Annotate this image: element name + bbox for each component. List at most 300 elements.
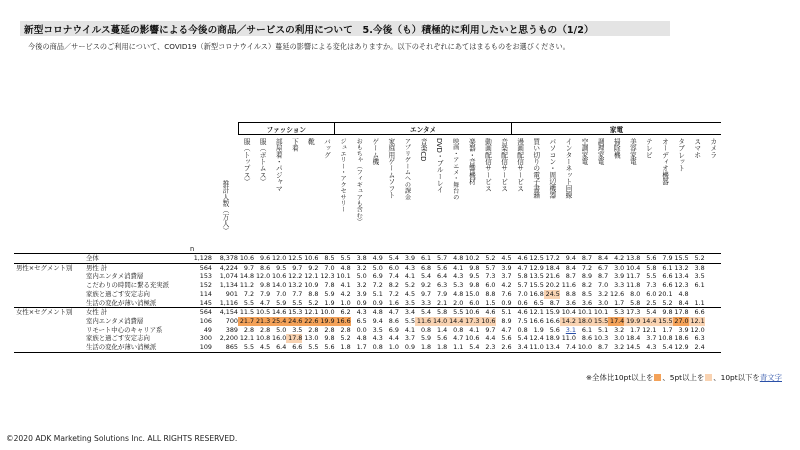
value-cell: 8.6 [581, 334, 593, 343]
value-cell: 12.3 [674, 281, 689, 290]
value-cell: 10.4 [561, 308, 576, 317]
value-cell: 13.4 [545, 343, 560, 352]
value-cell: 4.6 [512, 308, 528, 317]
value-cell: 8.8 [308, 289, 319, 298]
value-cell: 10.6 [465, 308, 480, 317]
value-cell: 8.6 [388, 316, 399, 325]
value-cell: 17.8 [674, 308, 689, 317]
value-cell: 11.7 [626, 272, 641, 281]
value-cell: 18.0 [577, 316, 593, 325]
column-header-label: アプリゲームへの課金 [403, 138, 411, 200]
header-spacer [14, 123, 238, 135]
value-cell: 2.1 [437, 298, 448, 307]
orange-swatch-icon [654, 374, 661, 381]
value-cell [705, 334, 721, 343]
value-cell: 5.8 [640, 263, 656, 272]
value-cell: 12.0 [255, 272, 271, 281]
value-cell [705, 299, 721, 308]
column-header-label: 家庭用ゲームソフト [386, 138, 395, 199]
question-text: 今後の商品／サービスのご利用について、COVID19（新型コロナウイルス）蔓延の影響による変化はありますか。以下のそれぞれにあてはまるものをお選びください。 [28, 42, 570, 51]
value-cell: 0.8 [420, 325, 432, 334]
row-label: 家族と過ごす安定志向 [86, 334, 150, 343]
value-cell: 18.6 [674, 334, 689, 343]
value-cell: 10.5 [255, 308, 271, 317]
value-cell: 5.5 [646, 272, 657, 281]
value-cell: 7.0 [318, 263, 334, 272]
value-cell: 7.3 [646, 281, 657, 290]
value-cell: 6.0 [383, 263, 399, 272]
column-header-label: 下着 [290, 138, 299, 152]
column-header-label: 服（トップス） [242, 138, 251, 185]
column-header [383, 135, 399, 254]
value-cell: 12.1 [690, 316, 705, 325]
copyright: ©2020 ADK Marketing Solutions Inc. ALL RIGHTS RESERVED. [6, 434, 238, 443]
value-cell: 3.9 [614, 272, 625, 281]
value-cell [689, 290, 705, 299]
value-cell: 1.8 [335, 343, 351, 352]
value-cell: 6.1 [581, 325, 593, 334]
column-header-label: カメラ [708, 138, 717, 159]
n-cell: 152 [199, 281, 212, 290]
value-cell: 4.4 [485, 334, 496, 343]
value-cell: 12.6 [610, 289, 625, 298]
row-label: 生活の変化が薄い消極派 [86, 298, 157, 307]
value-cell: 8.7 [576, 254, 592, 264]
column-header [608, 135, 624, 254]
column-header-label: DVD・ブルーレイ [435, 138, 444, 193]
value-cell: 5.0 [367, 263, 383, 272]
value-cell: 3.2 [608, 343, 624, 352]
value-cell: 9.4 [560, 254, 576, 264]
value-cell: 5.8 [431, 308, 447, 317]
value-cell: 5.5 [302, 343, 318, 352]
value-cell: 1.9 [324, 298, 335, 307]
value-cell: 6.5 [533, 298, 544, 307]
legend-after: 、10pt以下を [713, 373, 760, 382]
value-cell: 3.6 [581, 298, 593, 307]
value-cell: 4.5 [254, 343, 270, 352]
value-cell: 2.3 [479, 343, 495, 352]
value-cell: 1.0 [340, 298, 351, 307]
value-cell: 12.0 [272, 254, 287, 262]
value-cell: 5.4 [656, 343, 672, 352]
value-cell: 7.9 [437, 289, 448, 298]
population-cell: 8,378 [212, 254, 238, 264]
column-header-label: インターネット回線 [563, 138, 572, 199]
value-cell: 7.9 [656, 254, 672, 264]
value-cell: 5.6 [640, 254, 656, 264]
value-cell: 3.2 [597, 289, 609, 298]
column-header [351, 135, 367, 254]
value-cell: 14.8 [239, 272, 255, 281]
value-cell: 10.0 [320, 308, 335, 317]
value-cell: 3.2 [614, 325, 625, 334]
table-row [14, 290, 721, 299]
value-cell: 16.6 [545, 316, 560, 325]
value-cell: 20.1 [658, 289, 673, 298]
population-header [212, 135, 238, 254]
value-cell: 4.3 [640, 343, 656, 352]
value-cell: 14.0 [432, 316, 448, 325]
column-header-label: タブレット [676, 138, 685, 172]
value-cell: 5.5 [243, 298, 255, 307]
value-cell: 4.6 [479, 308, 495, 317]
value-cell: 1.0 [383, 343, 399, 352]
value-cell: 5.2 [340, 334, 351, 343]
table-row [14, 263, 721, 272]
value-cell: 12.2 [288, 272, 303, 281]
value-cell: 10.9 [304, 281, 319, 290]
row-label: 家族と過ごす安定志向 [86, 289, 150, 298]
value-cell: 1.6 [388, 298, 399, 307]
value-cell: 2.8 [260, 325, 271, 334]
value-cell: 5.7 [479, 263, 495, 272]
value-cell: 7.0 [597, 281, 609, 290]
value-cell: 7.2 [372, 281, 383, 290]
value-cell: 17.2 [545, 254, 560, 262]
value-cell: 6.0 [469, 298, 480, 307]
value-cell: 1.7 [630, 325, 641, 334]
value-cell [705, 308, 721, 317]
column-header [673, 135, 689, 254]
value-cell: 22.6 [304, 316, 319, 325]
value-cell: 4.2 [501, 281, 512, 290]
row-label: リモート中心のキャリア系 [86, 325, 163, 334]
population-cell: 1,134 [219, 281, 238, 290]
population-header-label: 推計人数（万人） [221, 179, 229, 234]
value-cell: 1.5 [485, 298, 496, 307]
row-label: 生活の変化が薄い消極派 [84, 343, 190, 352]
column-header-label: 映画・アニメ・舞台の [451, 138, 459, 200]
row-label: 室内エンタメ消費層 [86, 316, 144, 325]
value-cell: 8.5 [581, 289, 593, 298]
value-cell: 5.3 [453, 281, 464, 290]
legend [586, 372, 782, 383]
value-cell: 19.9 [320, 316, 335, 325]
population-cell: 2,200 [219, 334, 238, 343]
value-cell [705, 290, 721, 299]
value-cell: 6.4 [270, 343, 286, 352]
value-cell: 5.5 [404, 316, 416, 325]
value-cell: 6.6 [662, 272, 673, 281]
column-header [431, 135, 447, 254]
value-cell: 0.8 [367, 343, 383, 352]
value-cell: 14.0 [272, 281, 287, 290]
value-cell: 11.8 [626, 281, 641, 290]
n-cell: 564 [190, 308, 212, 317]
table-row [14, 343, 721, 352]
value-cell: 5.2 [404, 281, 416, 290]
value-cell: 13.0 [304, 334, 319, 343]
column-header [479, 135, 495, 254]
value-cell: 3.6 [565, 298, 576, 307]
value-cell: 14.4 [449, 316, 464, 325]
segment-label [14, 290, 84, 299]
segment-label [14, 272, 84, 281]
legend-mid: 、5pt以上を [662, 373, 705, 382]
value-cell: 10.8 [658, 334, 673, 343]
value-cell: 7.6 [501, 289, 512, 298]
value-cell: 2.8 [308, 325, 319, 334]
value-cell: 3.0 [614, 334, 625, 343]
value-cell: 10.1 [336, 272, 351, 281]
column-header [367, 135, 383, 254]
value-cell: 8.7 [565, 272, 576, 281]
n-cell: 114 [199, 289, 212, 298]
value-cell: 1.8 [415, 343, 431, 352]
value-cell [705, 281, 721, 290]
header-spacer [84, 135, 190, 254]
value-cell: 6.7 [592, 263, 608, 272]
value-cell: 8.9 [501, 316, 512, 325]
value-cell: 12.1 [642, 325, 657, 334]
value-cell: 20.2 [545, 281, 560, 290]
value-cell: 9.7 [238, 263, 254, 272]
value-cell: 4.3 [372, 334, 383, 343]
value-cell: 7.2 [576, 263, 592, 272]
population-cell: 389 [225, 325, 238, 334]
column-header [399, 135, 415, 254]
value-cell: 9.7 [286, 263, 302, 272]
value-cell: 4.8 [447, 254, 463, 264]
segment-label [14, 334, 84, 343]
value-cell: 5.7 [431, 254, 447, 264]
value-cell: 6.9 [388, 325, 399, 334]
value-cell: 5.6 [318, 343, 334, 352]
value-cell: 5.1 [496, 308, 512, 317]
value-cell: 16.6 [529, 316, 544, 325]
value-cell: 5.6 [549, 325, 560, 334]
population-cell: 1,116 [219, 298, 238, 307]
value-cell: 2.0 [453, 298, 464, 307]
column-header [656, 135, 672, 254]
value-cell: 5.4 [517, 334, 528, 343]
value-cell: 3.9 [356, 289, 367, 298]
value-cell: 12.9 [674, 343, 689, 352]
n-header: n [190, 245, 195, 253]
value-cell: 1.4 [437, 325, 448, 334]
value-cell: 5.8 [517, 272, 528, 281]
value-cell: 3.4 [399, 308, 415, 317]
value-cell: 12.5 [529, 254, 544, 262]
column-header [528, 135, 544, 254]
value-cell: 7.5 [517, 316, 528, 325]
value-cell: 2.4 [689, 343, 705, 352]
value-cell: 8.7 [549, 298, 560, 307]
value-cell: 27.0 [674, 316, 689, 325]
column-header-label: 服（ボトムス） [258, 138, 267, 185]
population-cell: 4,154 [212, 308, 238, 317]
value-cell: 0.9 [399, 343, 415, 352]
column-header-label: 音楽配信サービス [499, 138, 508, 192]
value-cell: 5.4 [383, 254, 399, 264]
value-cell: 11.6 [561, 281, 576, 290]
value-cell: 18.4 [626, 334, 641, 343]
column-header [640, 135, 656, 254]
value-cell: 15.5 [658, 316, 673, 325]
value-cell: 3.5 [292, 325, 303, 334]
value-cell: 0.8 [517, 325, 528, 334]
value-cell: 1.9 [533, 325, 544, 334]
column-header [496, 135, 512, 254]
value-cell: 8.6 [254, 263, 270, 272]
value-cell: 8.7 [597, 272, 609, 281]
value-cell: 4.7 [512, 263, 528, 272]
value-cell: 9.2 [420, 281, 432, 290]
value-cell: 0.9 [501, 298, 512, 307]
value-cell: 2.6 [496, 343, 512, 352]
value-cell: 15.0 [465, 289, 480, 298]
value-cell: 4.1 [404, 325, 416, 334]
group-header: エンタメ [335, 123, 512, 135]
value-cell: 4.5 [404, 289, 416, 298]
value-cell: 6.1 [694, 281, 705, 290]
value-cell: 24.6 [288, 316, 303, 325]
value-cell: 8.9 [581, 272, 593, 281]
population-cell: 1,074 [219, 272, 238, 281]
table-row [14, 281, 721, 290]
value-cell: 6.6 [286, 343, 302, 352]
value-cell: 5.6 [437, 334, 448, 343]
column-header [705, 135, 721, 254]
value-cell: 3.9 [678, 325, 689, 334]
value-cell: 4.8 [678, 289, 689, 298]
value-cell: 5.1 [597, 325, 609, 334]
column-header [335, 135, 351, 254]
row-label: 男性 計 [84, 263, 190, 272]
value-cell: 10.4 [626, 263, 641, 272]
value-cell: 3.9 [399, 254, 415, 264]
value-cell: 9.5 [469, 272, 480, 281]
value-cell: 12.3 [320, 272, 335, 281]
value-cell: 7.2 [388, 289, 399, 298]
value-cell: 12.1 [239, 334, 255, 343]
value-cell: 12.5 [288, 254, 303, 262]
value-cell: 1.1 [447, 343, 463, 352]
value-cell: 5.5 [447, 308, 463, 317]
row-label: こだわりの時間に繋る充実派 [86, 281, 170, 290]
value-cell: 10.3 [593, 334, 609, 343]
column-header-label: パソコン・周辺機器 [547, 138, 556, 199]
value-cell: 18.4 [545, 263, 560, 272]
value-cell: 4.4 [388, 334, 399, 343]
value-cell [705, 263, 721, 272]
value-cell: 5.7 [517, 281, 528, 290]
column-header [463, 135, 479, 254]
value-cell: 11.2 [239, 281, 255, 290]
column-header-label: 音楽CD [419, 138, 428, 162]
page-title: 新型コロナウイルス蔓延の影響による今後の商品／サービスの利用について 5.今後（も）積極的に利用したいと思うもの（1/2） [24, 25, 594, 36]
column-header-label: ジュエリー・アクセサリー [339, 138, 347, 213]
value-cell: 3.7 [501, 272, 512, 281]
population-cell: 865 [212, 343, 238, 352]
light-orange-swatch-icon [705, 374, 712, 381]
table-row [14, 317, 721, 326]
value-cell: 4.7 [453, 334, 464, 343]
value-cell: 6.5 [356, 316, 367, 325]
data-table [14, 122, 721, 353]
value-cell: 5.4 [415, 308, 431, 317]
value-cell: 0.8 [453, 325, 464, 334]
value-cell: 5.6 [431, 263, 447, 272]
column-header [270, 135, 286, 254]
segment-label: 女性×セグメント別 [14, 308, 84, 317]
value-cell: 6.4 [437, 272, 448, 281]
segment-label [14, 299, 84, 308]
column-header-label: 漫画配信サービス [515, 138, 524, 192]
legend-blue-text: 青文字 [759, 373, 782, 382]
value-cell: 9.2 [302, 263, 318, 272]
group-header: ファッション [238, 123, 335, 135]
value-cell: 2.8 [324, 325, 335, 334]
value-cell: 2.8 [243, 325, 255, 334]
value-cell: 17.4 [610, 316, 625, 325]
column-header-label: 靴 [306, 138, 315, 145]
value-cell: 5.4 [640, 308, 656, 317]
n-cell: 153 [199, 272, 212, 281]
column-header-label: 空調家電 [580, 138, 589, 165]
column-header-label: オーディオ機器 [660, 138, 669, 185]
value-cell: 3.7 [646, 334, 657, 343]
value-cell: 9.8 [324, 334, 335, 343]
value-cell: 9.8 [656, 308, 672, 317]
value-cell: 3.0 [608, 263, 624, 272]
column-header-label: 楽器・音響機材 [467, 138, 476, 185]
value-cell: 9.8 [260, 281, 271, 290]
column-header [254, 135, 270, 254]
value-cell: 7.2 [243, 289, 255, 298]
value-cell: 8.4 [678, 298, 689, 307]
value-cell: 12.4 [529, 334, 544, 343]
value-cell: 3.5 [404, 298, 416, 307]
value-cell: 6.0 [646, 289, 657, 298]
value-cell: 3.2 [351, 263, 367, 272]
value-cell: 7.4 [560, 343, 576, 352]
value-cell: 0.9 [356, 298, 367, 307]
value-cell: 25.4 [272, 316, 287, 325]
value-cell: 6.6 [662, 281, 673, 290]
value-cell: 8.4 [560, 263, 576, 272]
value-cell: 5.9 [324, 289, 335, 298]
column-header-label: 美容家電 [628, 138, 637, 165]
value-cell: 4.8 [335, 263, 351, 272]
column-header-label: ゲーム機 [370, 138, 379, 165]
value-cell: 12.1 [304, 308, 319, 317]
value-cell: 3.8 [351, 254, 367, 264]
value-cell: 11.0 [529, 343, 544, 352]
value-cell: 12.1 [529, 308, 544, 317]
value-cell: 2.8 [340, 325, 351, 334]
value-cell: 8.4 [592, 254, 608, 264]
value-cell [705, 254, 721, 264]
column-header [447, 135, 463, 254]
value-cell: 10.6 [481, 316, 496, 325]
value-cell: 9.7 [420, 289, 432, 298]
value-cell: 4.7 [260, 298, 271, 307]
value-cell: 5.0 [276, 325, 287, 334]
value-cell: 7.7 [292, 289, 303, 298]
value-cell: 14.2 [561, 316, 576, 325]
value-cell: 7.4 [388, 272, 399, 281]
value-cell: 1.7 [351, 343, 367, 352]
value-cell: 13.4 [674, 272, 689, 281]
value-cell: 5.4 [463, 343, 479, 352]
column-header [512, 135, 528, 254]
value-cell [705, 272, 721, 281]
value-cell: 8.2 [388, 281, 399, 290]
value-cell: 10.2 [465, 254, 480, 262]
value-cell [705, 343, 721, 352]
